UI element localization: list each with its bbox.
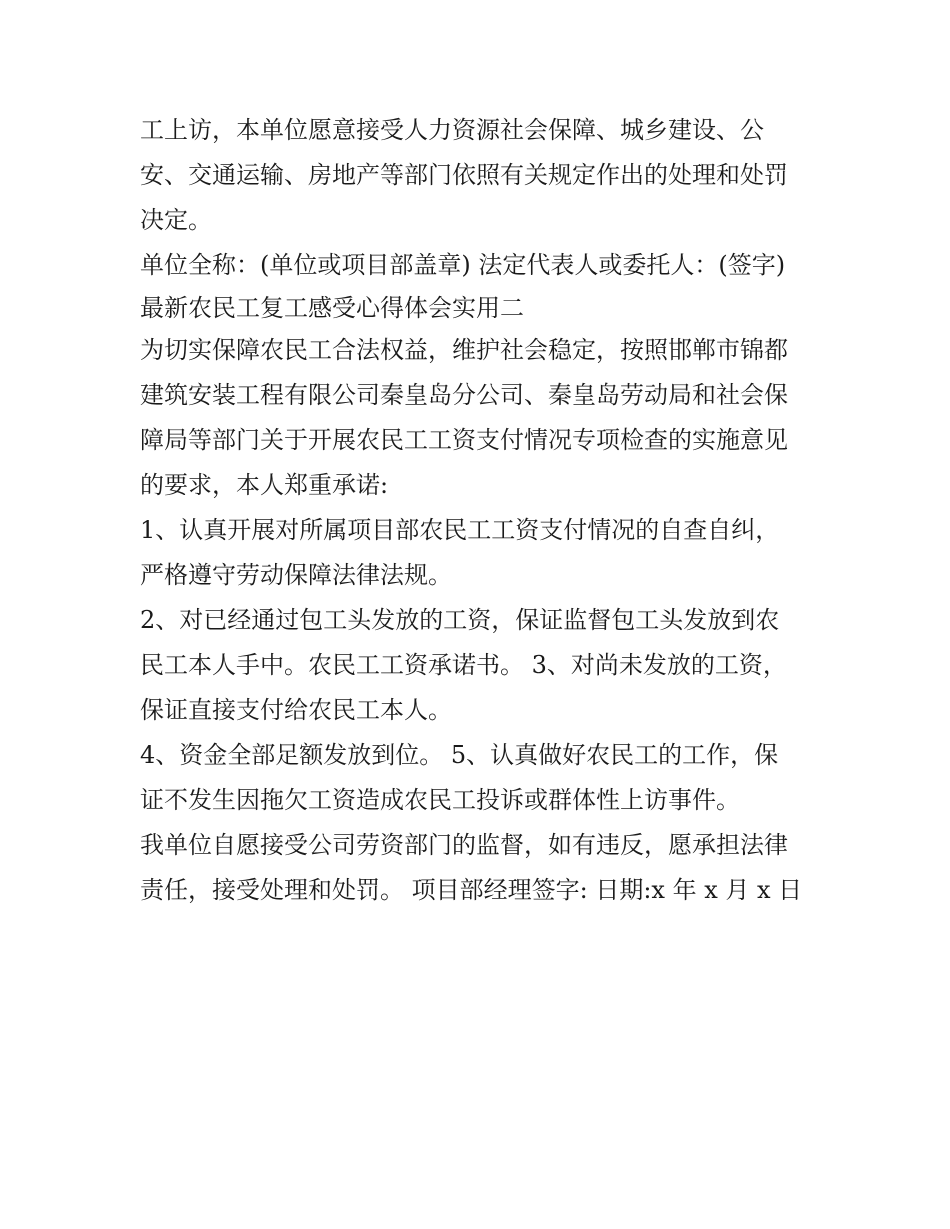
text-line: 单位全称：(单位或项目部盖章) 法定代表人或委托人：(签字) <box>140 251 786 279</box>
text-line: 建筑安装工程有限公司秦皇岛分公司、秦皇岛劳动局和社会保 <box>140 381 788 409</box>
text-line: 障局等部门关于开展农民工工资支付情况专项检查的实施意见 <box>140 426 788 454</box>
text-line: 为切实保障农民工合法权益，维护社会稳定，按照邯郸市锦都 <box>140 336 788 364</box>
text-line: 严格遵守劳动保障法律法规。 <box>140 561 452 589</box>
text-line: 保证直接支付给农民工本人。 <box>140 696 452 724</box>
text-line: 工上访，本单位愿意接受人力资源社会保障、城乡建设、公 <box>140 116 764 144</box>
list-item: 4、资金全部足额发放到位。 5、认真做好农民工的工作，保 <box>140 741 779 769</box>
list-item: 2、对已经通过包工头发放的工资，保证监督包工头发放到农 <box>140 606 780 634</box>
text-line: 民工本人手中。农民工工资承诺书。 3、对尚未发放的工资， <box>140 651 787 679</box>
text-line: 安、交通运输、房地产等部门依照有关规定作出的处理和处罚 <box>140 161 788 189</box>
text-line: 的要求，本人郑重承诺: <box>140 471 389 499</box>
document-body <box>140 108 820 913</box>
signature-line: 责任，接受处理和处罚。 项目部经理签字: 日期:x 年 x 月 x 日 <box>140 876 803 904</box>
list-item: 1、认真开展对所属项目部农民工工资支付情况的自查自纠， <box>140 516 780 544</box>
text-line: 证不发生因拖欠工资造成农民工投诉或群体性上访事件。 <box>140 786 740 814</box>
text-line: 我单位自愿接受公司劳资部门的监督，如有违反，愿承担法律 <box>140 831 788 859</box>
section-title: 最新农民工复工感受心得体会实用二 <box>140 294 524 322</box>
text-line: 决定。 <box>140 206 212 234</box>
